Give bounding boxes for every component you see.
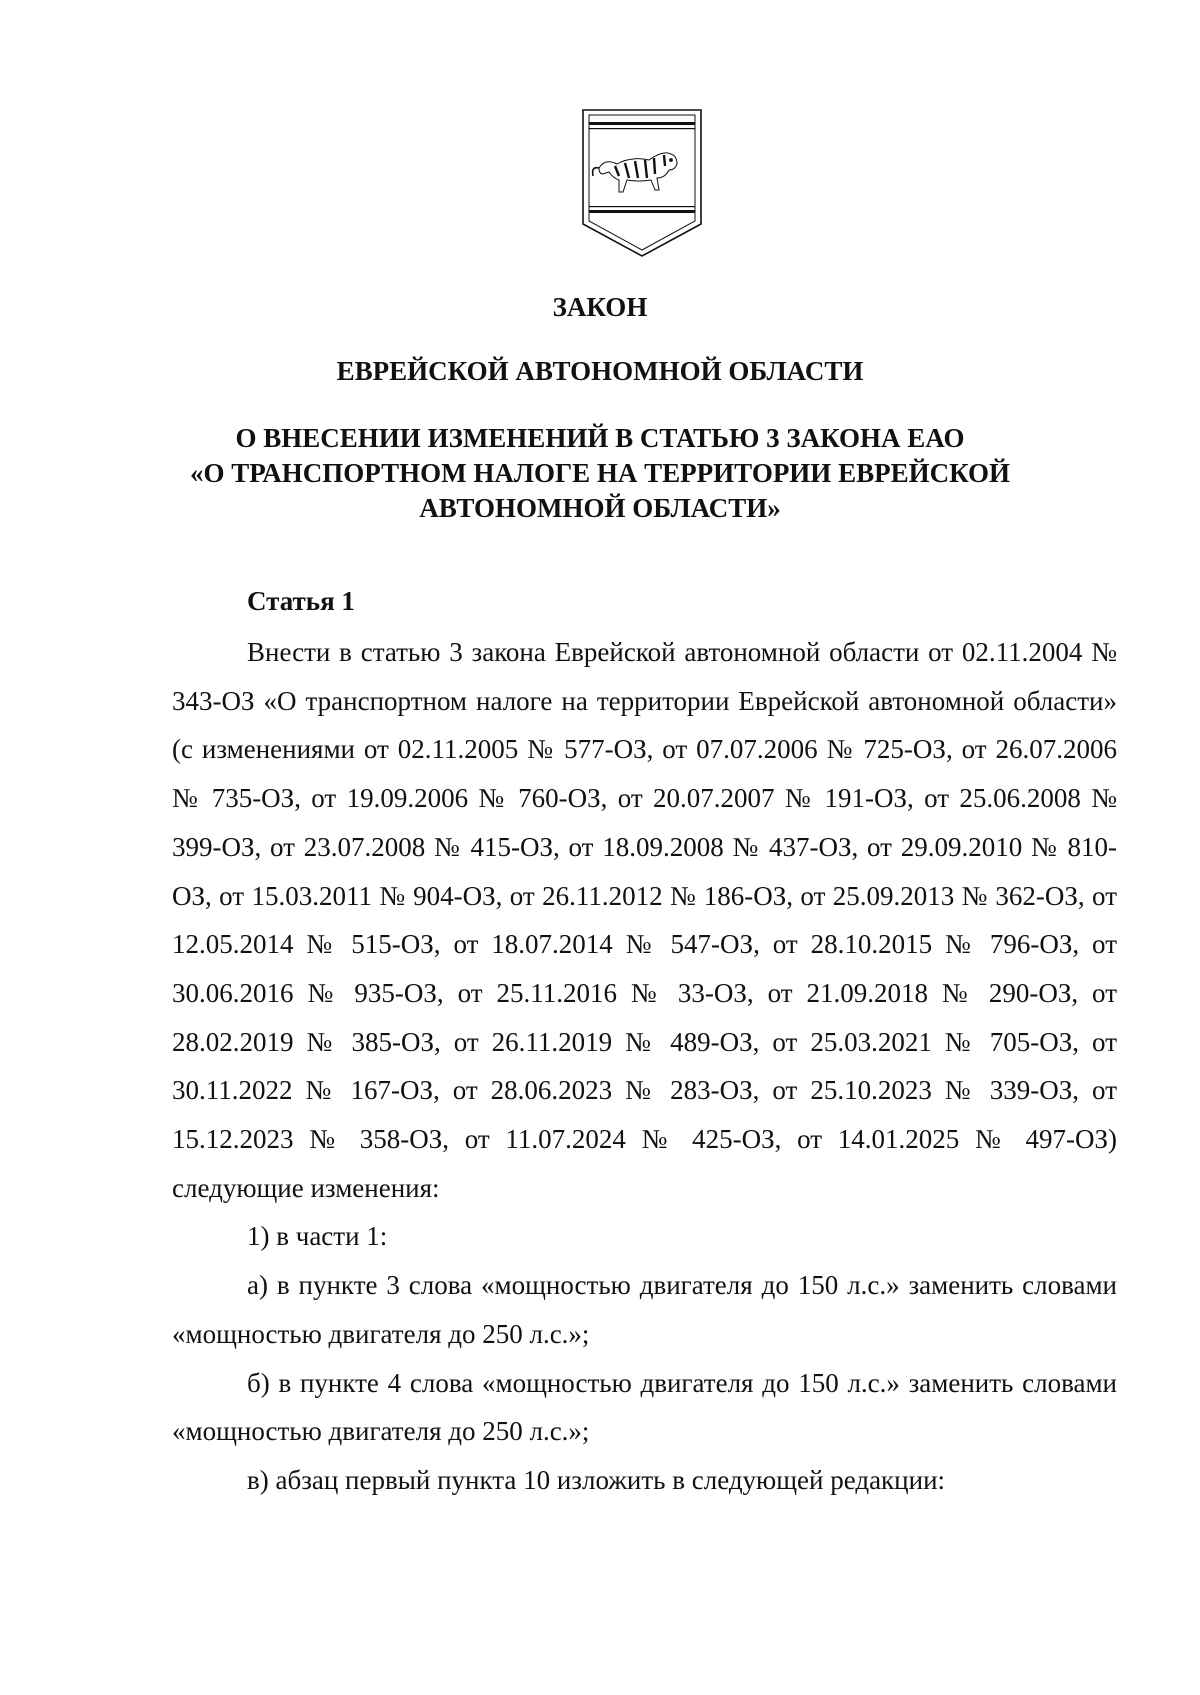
law-title: ЗАКОН [552, 292, 648, 322]
region-name: ЕВРЕЙСКОЙ АВТОНОМНОЙ ОБЛАСТИ [336, 356, 864, 386]
document-type [0, 290, 1200, 325]
article-body [172, 628, 1117, 1505]
paragraph-item-a: а) в пункте 3 слова «мощностью двигателя до 150 л.с.» заменить словами «мощностью двигателя до 250 л.с.»; [172, 1270, 1117, 1349]
region-title [0, 354, 1200, 389]
law-subject-title [0, 421, 1200, 526]
title-line-3: АВТОНОМНОЙ ОБЛАСТИ» [419, 493, 781, 523]
title-line-2: «О ТРАНСПОРТНОМ НАЛОГЕ НА ТЕРРИТОРИИ ЕВРЕЙСКОЙ [189, 458, 1010, 488]
paragraph-item-v: в) абзац первый пункта 10 изложить в следующей редакции: [247, 1464, 946, 1495]
paragraph-main: Внести в статью 3 закона Еврейской автономной области от 02.11.2004 № 343-ОЗ «О транспортном налоге на территории Еврейской автономной области» (с изменениями от 02.11.2005 № 577-ОЗ, от 07.07.2006 № 725-ОЗ, от 26.07.2006 № 735-ОЗ, от 19.09.2006 № 760-ОЗ, от 20.07.2007 № 191-ОЗ, от 25.06.2008 № 399-ОЗ, от 23.07.2008 № 415-ОЗ, от 18.09.2008 № 437-ОЗ, от 29.09.2010 № 810-ОЗ, от 15.03.2011 № 904-ОЗ, от 26.11.2012 № 186-ОЗ, от 25.09.2013 № 362-ОЗ, от 12.05.2014 № 515-ОЗ, от 18.07.2014 № 547-ОЗ, от 28.10.2015 № 796-ОЗ, от 30.06.2016 № 935-ОЗ, от 25.11.2016 № 33-ОЗ, от 21.09.2018 № 290-ОЗ, от 28.02.2019 № 385-ОЗ, от 26.11.2019 № 489-ОЗ, от 25.03.2021 № 705-ОЗ, от 30.11.2022 № 167-ОЗ, от 28.06.2023 № 283-ОЗ, от 25.10.2023 № 339-ОЗ, от 15.12.2023 № 358-ОЗ, от 11.07.2024 № 425-ОЗ, от 14.01.2025 № 497-ОЗ) следующие изменения: [172, 637, 1117, 1203]
paragraph-part-1: 1) в части 1: [247, 1221, 388, 1252]
title-line-1: О ВНЕСЕНИИ ИЗМЕНЕНИЙ В СТАТЬЮ 3 ЗАКОНА ЕАО [235, 423, 965, 453]
tiger-coat-of-arms-icon [579, 108, 705, 258]
article-heading: Статья 1 [247, 586, 355, 616]
paragraph-item-b: б) в пункте 4 слова «мощностью двигателя до 150 л.с.» заменить словами «мощностью двигателя до 250 л.с.»; [172, 1367, 1117, 1447]
